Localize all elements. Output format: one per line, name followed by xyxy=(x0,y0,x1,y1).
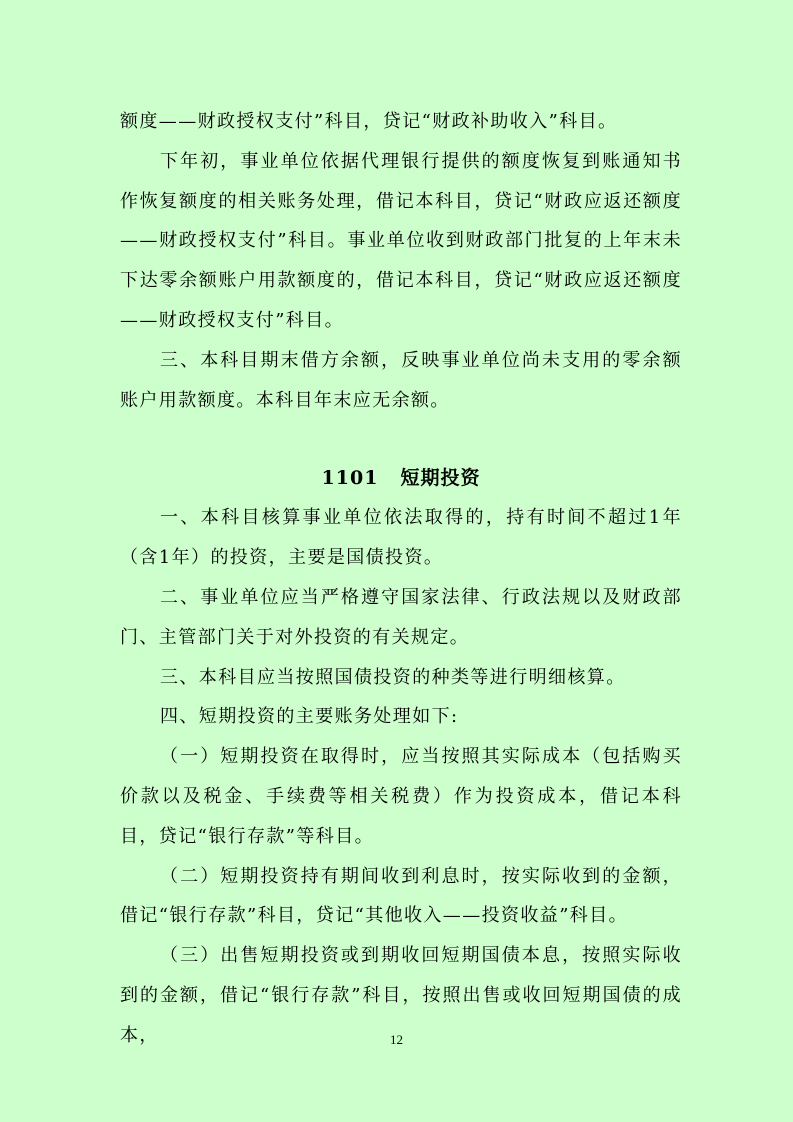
section-paragraph-1: 一、本科目核算事业单位依法取得的，持有时间不超过1年（含1年）的投资，主要是国债投资。 xyxy=(120,507,682,569)
paragraph-2: 下年初，事业单位依据代理银行提供的额度恢复到账通知书作恢复额度的相关账务处理，借记本科目，贷记“财政应返还额度——财政授权支付”科目。事业单位收到财政部门批复的上年末未下达零余额账户用款额度的，借记本科目，贷记“财政应返还额度——财政授权支付”科目。 xyxy=(120,150,682,331)
section-code: 1101 xyxy=(321,467,379,490)
section-paragraph-3: 三、本科目应当按照国债投资的种类等进行明细核算。 xyxy=(160,666,626,688)
section-paragraph-7: （三）出售短期投资或到期收回短期国债本息，按照实际收到的金额，借记“银行存款”科目，按照出售或收回短期国债的成本， xyxy=(120,945,682,1046)
section-paragraph-4: 四、短期投资的主要账务处理如下: xyxy=(160,706,459,728)
section-paragraph-2: 二、事业单位应当严格遵守国家法律、行政法规以及财政部门、主管部门关于对外投资的有关规定。 xyxy=(120,586,682,648)
paragraph-3: 三、本科目期末借方余额，反映事业单位尚未支用的零余额账户用款额度。本科目年末应无余额。 xyxy=(120,349,682,411)
paragraph-1: 额度——财政授权支付”科目，贷记“财政补助收入”科目。 xyxy=(120,111,618,132)
section-paragraph-6: （二）短期投资持有期间收到利息时，按实际收到的金额，借记“银行存款”科目，贷记“其他收入——投资收益”科目。 xyxy=(120,865,682,927)
document-body xyxy=(120,102,682,1056)
page-number: 12 xyxy=(390,1032,403,1047)
section-paragraph-5: （一）短期投资在取得时，应当按照其实际成本（包括购买价款以及税金、手续费等相关税费）作为投资成本，借记本科目，贷记“银行存款”等科目。 xyxy=(120,746,682,847)
section-title: 短期投资 xyxy=(400,467,481,490)
section-heading xyxy=(120,458,682,498)
